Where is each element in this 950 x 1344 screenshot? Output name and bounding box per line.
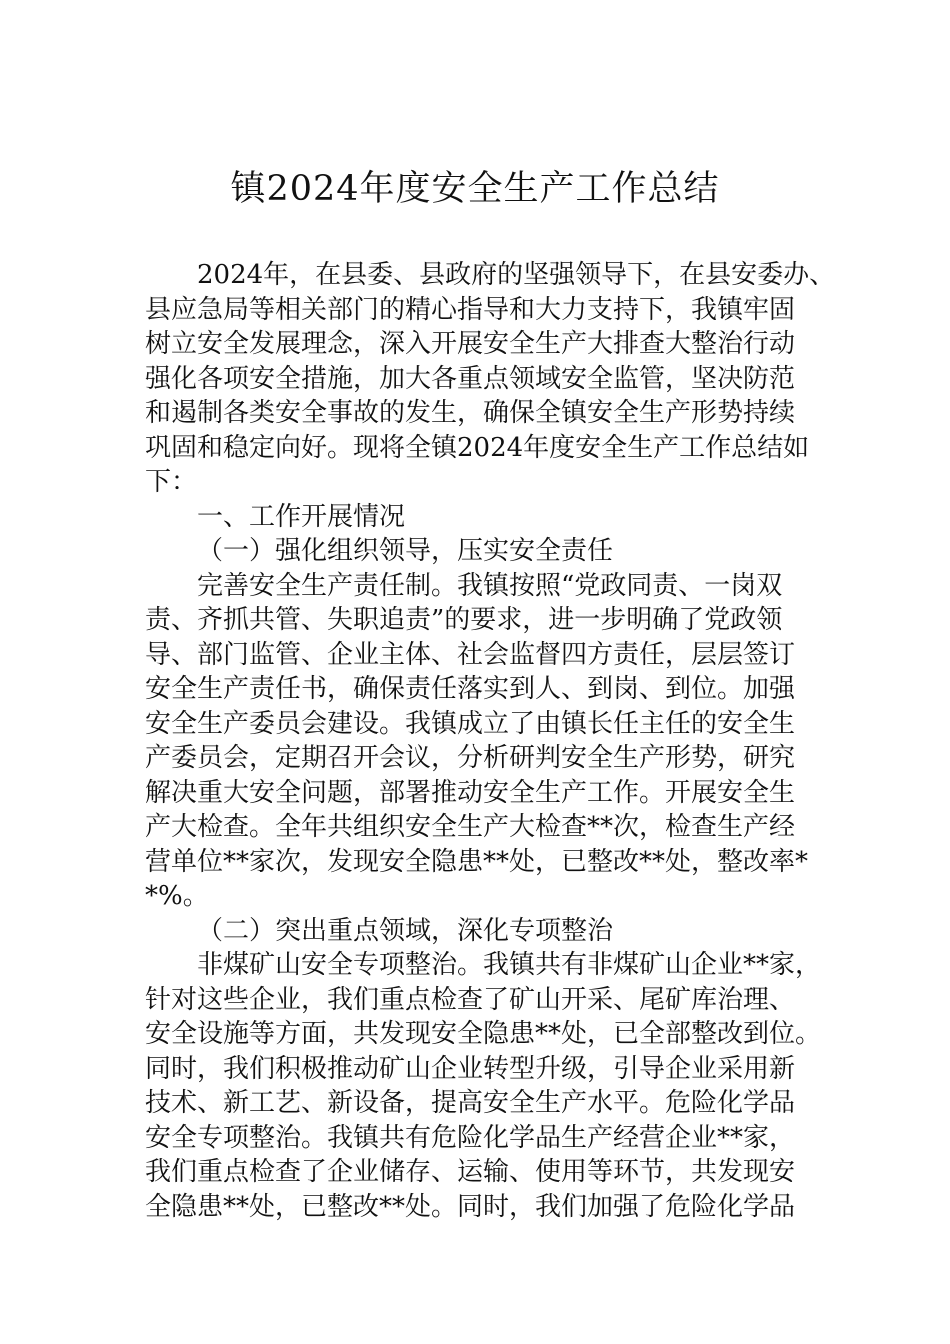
section-heading: 一、工作开展情况 <box>197 502 406 532</box>
paragraph-line: 同时，我们积极推动矿山企业转型升级，引导企业采用新 <box>145 1054 796 1084</box>
paragraph-line: 解决重大安全问题，部署推动安全生产工作。开展安全生 <box>145 778 796 808</box>
paragraph-line: 和遏制各类安全事故的发生，确保全镇安全生产形势持续 <box>145 398 796 428</box>
paragraph-line: *%。 <box>145 881 209 911</box>
paragraph-line: 树立安全发展理念，深入开展安全生产大排查大整治行动 <box>145 329 796 359</box>
paragraph-line: 产委员会，定期召开会议，分析研判安全生产形势，研究 <box>145 743 796 773</box>
paragraph-line: 产大检查。全年共组织安全生产大检查**次，检查生产经 <box>145 812 796 842</box>
paragraph-line: 导、部门监管、企业主体、社会监督四方责任，层层签订 <box>145 640 796 670</box>
subsection-heading: （二）突出重点领域，深化专项整治 <box>197 916 614 946</box>
paragraph-line: 针对这些企业，我们重点检查了矿山开采、尾矿库治理、 <box>145 985 796 1015</box>
paragraph-line: 安全生产责任书，确保责任落实到人、到岗、到位。加强 <box>145 674 796 704</box>
paragraph-line: 全隐患**处，已整改**处。同时，我们加强了危险化学品 <box>145 1192 796 1222</box>
paragraph-line: 非煤矿山安全专项整治。我镇共有非煤矿山企业**家， <box>197 950 822 980</box>
paragraph-line: 我们重点检查了企业储存、运输、使用等环节，共发现安 <box>145 1157 796 1187</box>
paragraph-line: 2024年，在县委、县政府的坚强领导下，在县安委办、 <box>197 260 836 290</box>
paragraph-line: 强化各项安全措施，加大各重点领域安全监管，坚决防范 <box>145 364 796 394</box>
paragraph-line: 完善安全生产责任制。我镇按照“党政同责、一岗双 <box>197 571 783 601</box>
subsection-heading: （一）强化组织领导，压实安全责任 <box>197 536 614 566</box>
paragraph-line: 巩固和稳定向好。现将全镇2024年度安全生产工作总结如 <box>145 433 810 463</box>
paragraph-line: 安全设施等方面，共发现安全隐患**处，已全部整改到位。 <box>145 1019 822 1049</box>
paragraph-line: 责、齐抓共管、失职追责”的要求，进一步明确了党政领 <box>145 605 783 635</box>
paragraph-line: 县应急局等相关部门的精心指导和大力支持下，我镇牢固 <box>145 295 796 325</box>
paragraph-line: 下： <box>145 467 198 497</box>
paragraph-line: 安全生产委员会建设。我镇成立了由镇长任主任的安全生 <box>145 709 796 739</box>
paragraph-line: 安全专项整治。我镇共有危险化学品生产经营企业**家， <box>145 1123 796 1153</box>
document-title: 镇2024年度安全生产工作总结 <box>230 169 720 209</box>
paragraph-line: 营单位**家次，发现安全隐患**处，已整改**处，整改率* <box>145 847 809 877</box>
paragraph-line: 技术、新工艺、新设备，提高安全生产水平。危险化学品 <box>145 1088 796 1118</box>
